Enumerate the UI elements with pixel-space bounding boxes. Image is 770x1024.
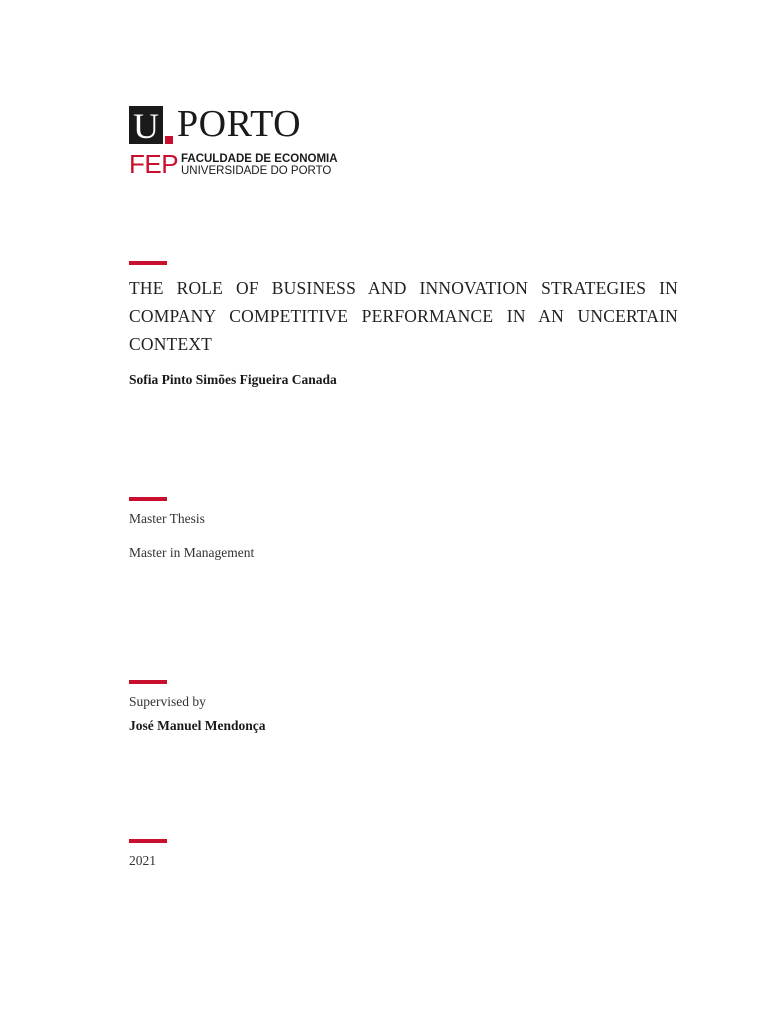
logo-red-dot: [165, 136, 173, 144]
logo-fep-text: FEP: [129, 149, 179, 179]
supervised-by-label: Supervised by: [129, 694, 206, 709]
year: 2021: [129, 853, 156, 868]
accent-bar-supervision: [129, 680, 167, 684]
supervisor-name: José Manuel Mendonça: [129, 718, 266, 733]
logo-university-name: UNIVERSIDADE DO PORTO: [181, 165, 332, 177]
thesis-title: THE ROLE OF BUSINESS AND INNOVATION STRATEGIES IN COMPANY COMPETITIVE PERFORMANCE IN AN UNCERTAIN CONTEXT: [129, 278, 678, 354]
logo-porto-text: PORTO: [177, 103, 302, 145]
author-name: Sofia Pinto Simões Figueira Canada: [129, 372, 337, 387]
logo-u-mark: U: [129, 106, 163, 144]
accent-bar-degree: [129, 497, 167, 501]
accent-bar-year: [129, 839, 167, 843]
uporto-fep-logo: [129, 103, 344, 179]
degree-type: Master Thesis: [129, 511, 205, 526]
degree-program: Master in Management: [129, 545, 255, 560]
accent-bar-title: [129, 261, 167, 265]
logo-faculty-name: FACULDADE DE ECONOMIA: [181, 153, 338, 165]
